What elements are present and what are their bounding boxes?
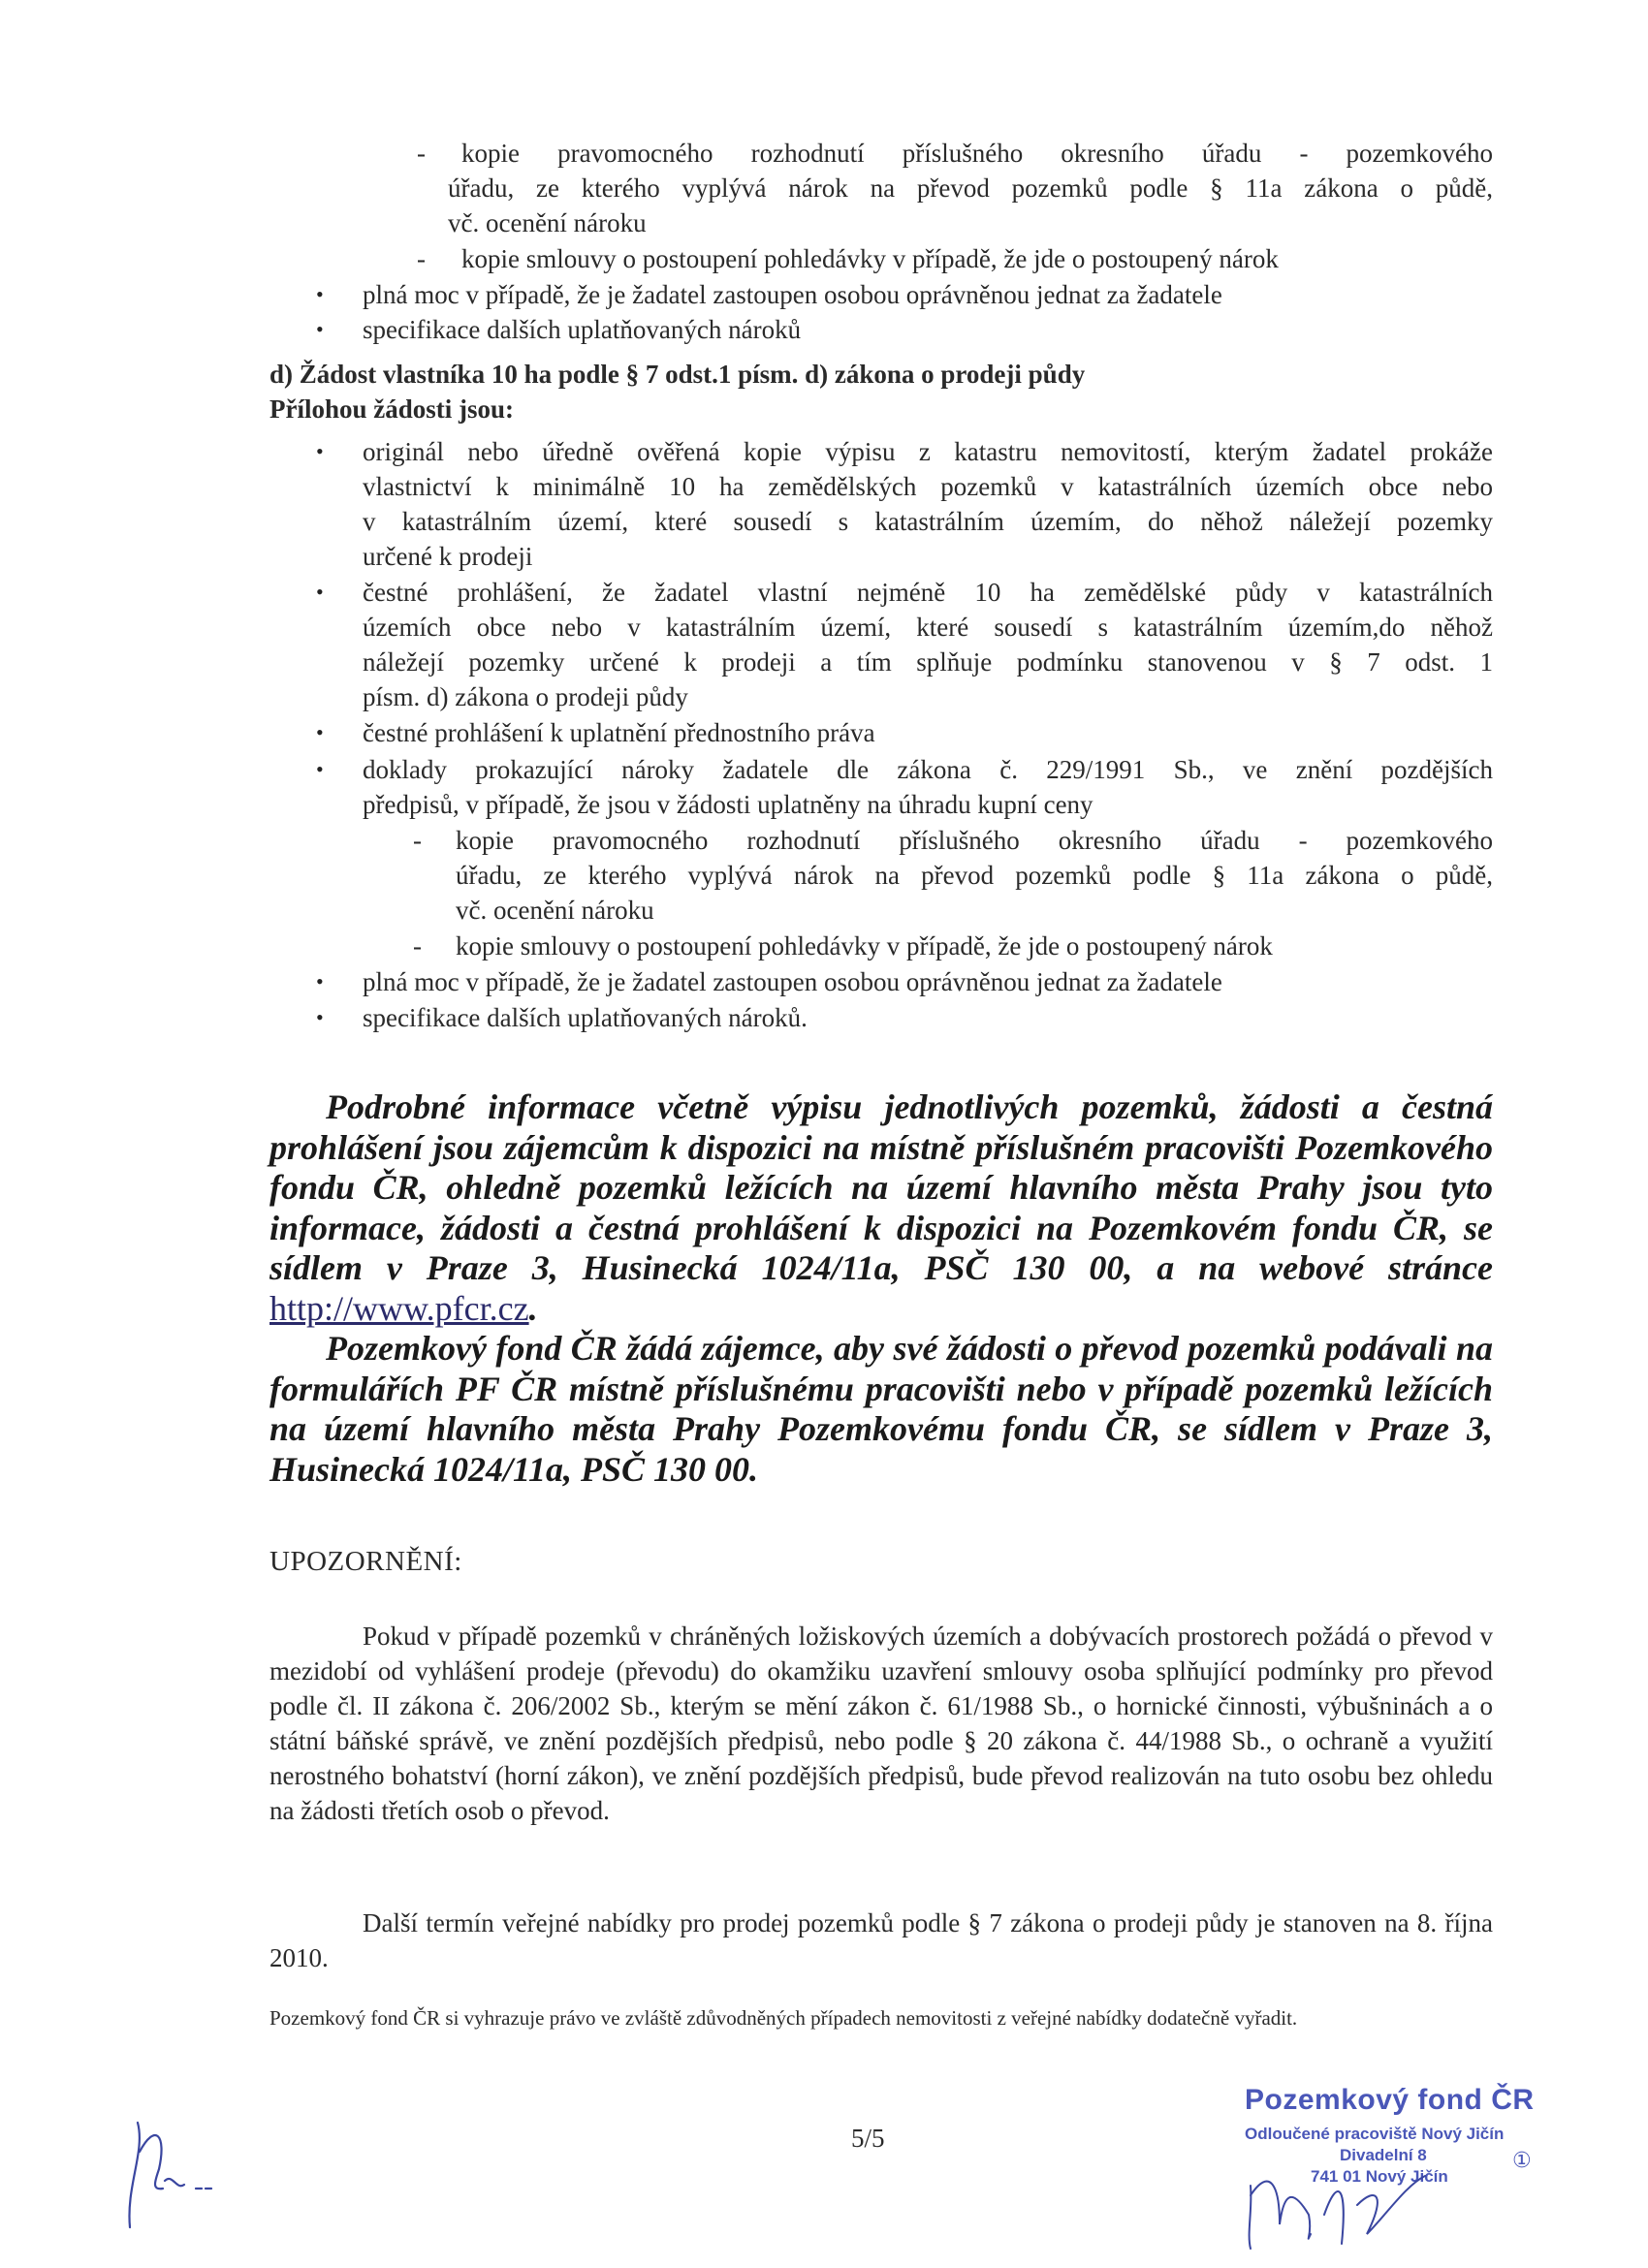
list-item-text: kopie smlouvy o postoupení pohledávky v případě, že jde o postoupený nárok (461, 244, 1279, 273)
list-item-text: specifikace dalších uplatňovaných nároků (363, 315, 802, 344)
info-paragraph-1-end: . (528, 1288, 538, 1328)
stamp-title: Pozemkový fond ČR (1245, 2084, 1535, 2116)
page-number: 5/5 (851, 2124, 885, 2153)
list-dash: - (417, 139, 426, 168)
list-bullet: • (316, 1005, 324, 1029)
list-item-text: čestné prohlášení, že žadatel vlastní nejméně 10 ha zemědělské půdy v katastrálních (363, 578, 1493, 607)
list-item-text: náležejí pozemky určené k prodeji a tím splňuje podmínku stanovenou v § 7 odst. 1 (363, 647, 1493, 677)
list-bullet: • (316, 282, 324, 306)
list-item-text: vč. ocenění nároku (448, 208, 647, 237)
list-item-text: kopie pravomocného rozhodnutí příslušného okresního úřadu - pozemkového (461, 139, 1493, 168)
stamp-signature (1241, 2157, 1454, 2253)
list-item-text: vlastnictví k minimálně 10 ha zemědělských pozemků v katastrálních územích obce nebo (363, 472, 1493, 501)
list-item-text: písm. d) zákona o prodeji půdy (363, 682, 688, 711)
list-item-text: originál nebo úředně ověřená kopie výpisu z katastru nemovitostí, kterým žadatel prokáže (363, 437, 1493, 466)
list-dash: - (413, 826, 422, 855)
list-item-text: určené k prodeji (363, 542, 533, 571)
list-item-text: plná moc v případě, že je žadatel zastoupen osobou oprávněnou jednat za žadatele (363, 967, 1222, 996)
list-item-text: plná moc v případě, že je žadatel zastoupen osobou oprávněnou jednat za žadatele (363, 280, 1222, 309)
list-bullet: • (316, 317, 324, 341)
list-dash: - (417, 244, 426, 273)
list-bullet: • (316, 969, 324, 993)
list-item-text: čestné prohlášení k uplatnění přednostního práva (363, 718, 875, 747)
list-item-text: úřadu, ze kterého vyplývá nárok na převod pozemků podle § 11a zákona o půdě, (456, 861, 1493, 890)
website-link[interactable]: http://www.pfcr.cz (269, 1288, 529, 1328)
list-dash: - (413, 931, 422, 961)
list-item-text: kopie pravomocného rozhodnutí příslušného okresního úřadu - pozemkového (456, 826, 1493, 855)
list-item-text: územích obce nebo v katastrálním území, které sousedí s katastrálním územím,do něhož (363, 613, 1493, 642)
list-bullet: • (316, 439, 324, 463)
list-item-text: vč. ocenění nároku (456, 896, 654, 925)
notice-paragraph: Pokud v případě pozemků v chráněných ložiskových územích a dobývacích prostorech požádá o převod v mezidobí od vyhlášení prodeje (převodu) do okamžiku uzavření smlouvy osoba splňující podmínky pro převod podle čl. II zákona č. 206/2002 Sb., kterým se mění zákon č. 61/1988 Sb., o hornické činnosti, výbušninách a o státní báňské správě, ve znění pozdějších předpisů, nebo podle § 20 zákona č. 44/1988 Sb., o ochraně a využití nerostného bohatství (horní zákon), ve znění pozdějších předpisů, bude převod realizován na tuto osobu bez ohledu na žádosti třetích osob o převod. (269, 1622, 1493, 1825)
list-item-text: v katastrálním území, které sousedí s katastrálním územím, do něhož náležejí pozemky (363, 507, 1493, 536)
list-item-text: kopie smlouvy o postoupení pohledávky v případě, že jde o postoupený nárok (456, 931, 1273, 961)
list-item-text: úřadu, ze kterého vyplývá nárok na převod pozemků podle § 11a zákona o půdě, (448, 173, 1493, 203)
attachments-heading: Přílohou žádosti jsou: (269, 394, 515, 424)
info-block (269, 1087, 1493, 1490)
list-item-text: doklady prokazující nároky žadatele dle zákona č. 229/1991 Sb., ve znění pozdějších (363, 755, 1493, 784)
info-paragraph-1-text: Podrobné informace včetně výpisu jednotlivých pozemků, žádosti a čestná prohlášení jsou zájemcům k dispozici na místně příslušném pracovišti Pozemkového fondu ČR, ohledně pozemků ležících na území hlavního města Prahy jsou tyto informace, žádosti a čestná prohlášení k dispozici na Pozemkovém fondu ČR, se sídlem v Praze 3, Husinecká 1024/11a, PSČ 130 00, a na webové stránce (269, 1087, 1493, 1287)
next-offer-paragraph: Další termín veřejné nabídky pro prodej pozemků podle § 7 zákona o prodeji půdy je stanoven na 8. října 2010. (269, 1908, 1493, 1972)
stamp-number: ① (1512, 2148, 1532, 2172)
stamp-street: Divadelní 8 (1340, 2146, 1427, 2164)
section-heading: d) Žádost vlastníka 10 ha podle § 7 odst.1 písm. d) zákona o prodeji půdy (269, 360, 1086, 389)
list-item-text: předpisů, v případě, že jsou v žádosti uplatněny na úhradu kupní ceny (363, 790, 1093, 819)
list-bullet: • (316, 580, 324, 604)
list-bullet: • (316, 720, 324, 744)
info-paragraph-1 (269, 1087, 1493, 1329)
list-bullet: • (316, 757, 324, 781)
list-item-text: specifikace dalších uplatňovaných nároků. (363, 1003, 808, 1032)
notice-heading: UPOZORNĚNÍ: (269, 1546, 462, 1577)
initials-signature (116, 2113, 223, 2239)
stamp-city: 741 01 Nový Jičín (1311, 2167, 1448, 2186)
stamp-office: Odloučené pracoviště Nový Jičín (1245, 2125, 1505, 2143)
footnote: Pozemkový fond ČR si vyhrazuje právo ve zvláště zdůvodněných případech nemovitosti z veřejné nabídky dodatečně vyřadit. (269, 2006, 1298, 2030)
info-paragraph-2: Pozemkový fond ČR žádá zájemce, aby své žádosti o převod pozemků podávali na formulářích PF ČR místně příslušnému pracovišti nebo v případě pozemků ležících na území hlavního města Prahy Pozemkovému fondu ČR, se sídlem v Praze 3, Husinecká 1024/11a, PSČ 130 00. (269, 1329, 1493, 1489)
